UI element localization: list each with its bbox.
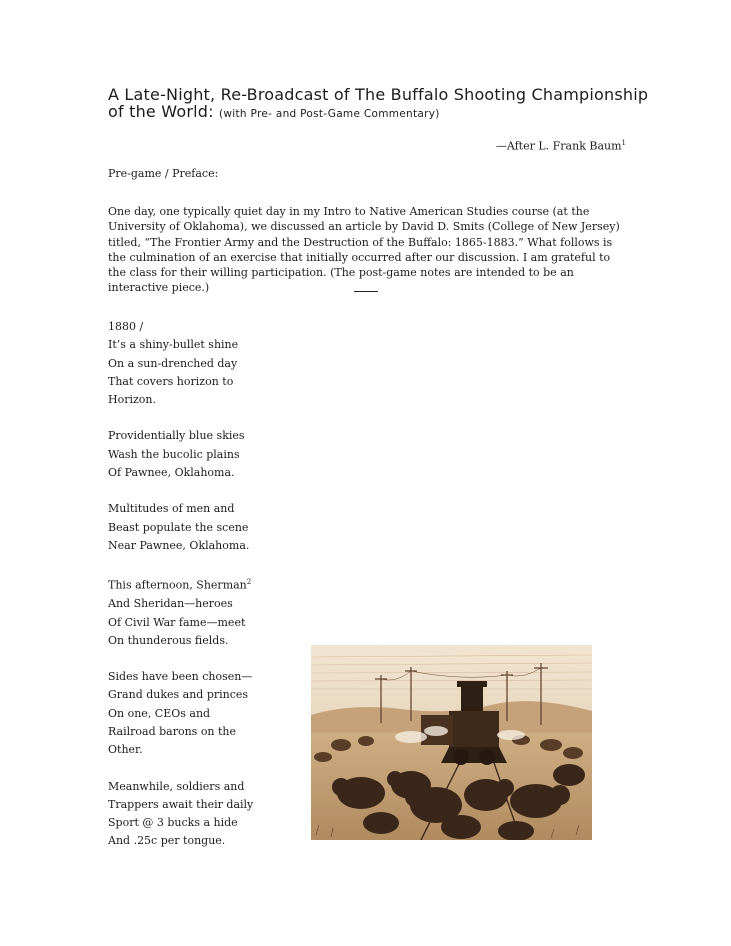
footnote-marker: 2 [246,578,252,587]
poem-line [108,705,298,723]
poem-line [108,500,298,518]
title-subtitle: (with Pre- and Post-Game Commentary) [219,108,440,120]
attribution [496,139,626,153]
poem-line-text: 1880 / [108,320,144,333]
poem-stanza [108,668,298,759]
poem-line [108,796,298,814]
document-title [108,86,668,123]
poem-line [108,741,298,759]
poem-line-text: On thunderous fields. [108,633,229,647]
poem-line-text: It’s a shiny-bullet shine [108,338,239,352]
poem-line-text: Of Pawnee, Oklahoma. [108,466,235,480]
title-main: A Late-Night, Re-Broadcast of The Buffalo Shooting Championship of the World: [108,85,649,121]
poem-line-text: Sport @ 3 bucks a hide [108,816,238,830]
buffalo-train-illustration [311,645,592,840]
poem-line [108,573,298,595]
poem-line [108,723,298,741]
section-divider [354,291,378,292]
engraving-image [311,645,592,840]
poem-line [108,814,298,832]
poem-line-text: This afternoon, Sherman [108,578,247,592]
poem-line-text: And Sheridan—heroes [108,597,233,611]
poem-line-text: Multitudes of men and [108,502,235,516]
poem-line-text: Near Pawnee, Oklahoma. [108,538,250,552]
poem-line [108,355,298,373]
poem-line-text: Providentially blue skies [108,429,245,443]
poem-line-text: Wash the bucolic plains [108,447,240,461]
poem-line [108,778,298,796]
poem-line-text: That covers horizon to [108,374,234,388]
poem-line [108,614,298,632]
attribution-footnote: 1 [621,139,626,147]
attribution-text: —After L. Frank Baum [495,139,622,153]
poem-line-text: Railroad barons on the [108,725,237,738]
poem-line-text: Other. [108,743,143,757]
poem-line [108,537,298,555]
preface-label: Pre-game / Preface: [108,167,219,180]
poem-line-text: Trappers await their daily [108,797,254,811]
preface-paragraph: One day, one typically quiet day in my Intro to Native American Studies course (at the University of Oklahoma), we discussed an article by David D. Smits (College of New Jersey) titled, “The Frontier Army and the Destruction of the Buffalo: 1865-1883.” What follows is the culmination of an exercise that initially occurred after our discussion. I am grateful to the class for their willing participation. (The post-game notes are intended to be an interactive piece.) [108,205,620,295]
poem-line [108,832,298,850]
poem-line [108,686,298,704]
poem-line-text: Beast populate the scene [108,520,249,534]
poem [108,318,298,869]
poem-line [108,318,298,336]
poem-stanza [108,427,298,482]
poem-line [108,668,298,686]
poem-line-text: Horizon. [108,393,156,407]
poem-line [108,427,298,445]
poem-line-text: Of Civil War fame—meet [108,615,246,629]
poem-stanza [108,778,298,851]
poem-line [108,336,298,354]
poem-line [108,632,298,650]
poem-line-text: Grand dukes and princes [108,688,249,702]
poem-line-text: And .25c per tongue. [108,834,226,848]
poem-line [108,595,298,613]
poem-line [108,446,298,464]
poem-line-text: On a sun-drenched day [108,356,238,370]
poem-line-text: Sides have been chosen— [108,670,253,684]
poem-line [108,373,298,391]
poem-stanza [108,318,298,409]
poem-line [108,519,298,537]
poem-line [108,391,298,409]
poem-stanza [108,573,298,650]
poem-line-text: On one, CEOs and [108,706,211,720]
poem-line [108,464,298,482]
poem-stanza [108,500,298,555]
poem-line-text: Meanwhile, soldiers and [108,779,245,793]
